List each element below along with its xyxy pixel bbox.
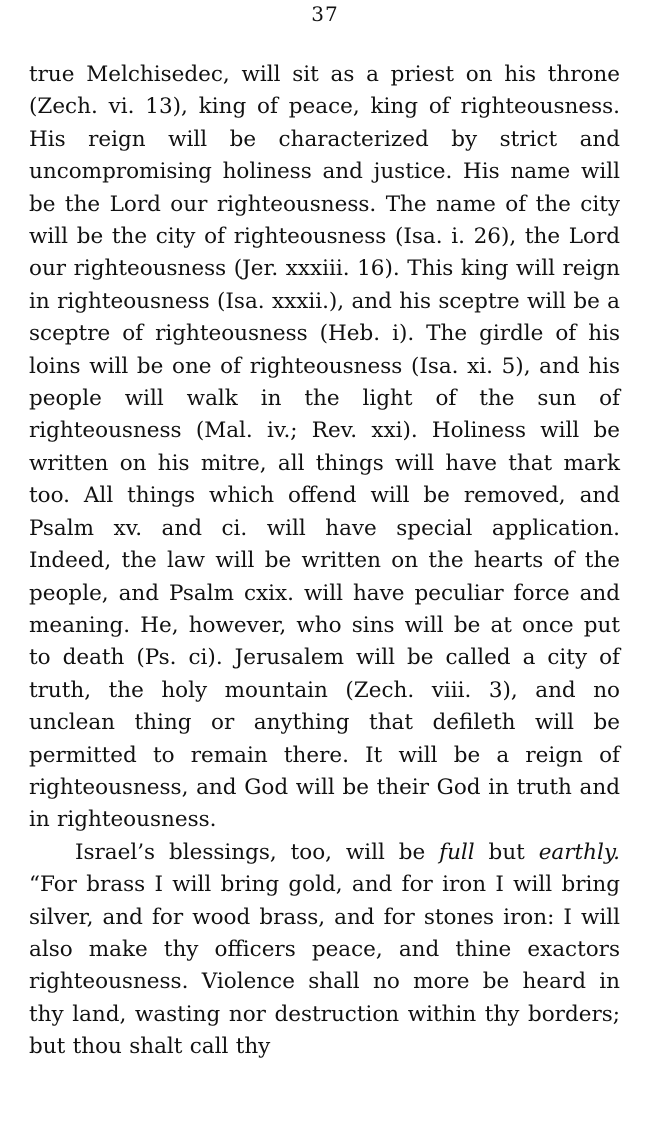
emphasis-full: full: [439, 839, 475, 865]
page-number: 37: [311, 2, 339, 26]
body-text: [29, 59, 620, 1064]
paragraph-2-connector: but: [474, 839, 539, 865]
paragraph-1: true Melchisedec, will sit as a priest on his throne (Zech. vi. 13), king of peace, king of righteousness. His reign will be characterized by strict and uncompromising holiness and justice. His name will be the Lord our righteousness. The name of the city will be the city of righteousness (Isa. i. 26), the Lord our righteousness (Jer. xxxiii. 16). This king will reign in righteousness (Isa. xxxii.), and his sceptre will be a sceptre of righteousness (Heb. i). The girdle of his loins will be one of righteousness (Isa. xi. 5), and his people will walk in the light of the sun of righteousness (Mal. iv.; Rev. xxi). Holiness will be written on his mitre, all things will have that mark too. All things which offend will be removed, and Psalm xv. and ci. will have special application. Indeed, the law will be written on the hearts of the people, and Psalm cxix. will have peculiar force and meaning. He, however, who sins will be at once put to death (Ps. ci). Jerusalem will be called a city of truth, the holy mountain (Zech. viii. 3), and no unclean thing or anything that defileth will be permitted to remain there. It will be a reign of righteousness, and God will be their God in truth and in righteousness.: [29, 62, 620, 833]
paragraph-2-start: Israel’s blessings, too, will be: [75, 839, 440, 865]
paragraph-2: [29, 837, 620, 1064]
emphasis-earthly: earthly.: [538, 839, 620, 865]
paragraph-2-quotation: “For brass I will bring gold, and for iron I will bring silver, and for wood brass, and for stones iron: I will also make thy officers peace, and thine exactors righteousness. Violence shall no more be heard in thy land, wasting nor destruction within thy borders; but thou shalt call thy: [29, 872, 620, 1060]
